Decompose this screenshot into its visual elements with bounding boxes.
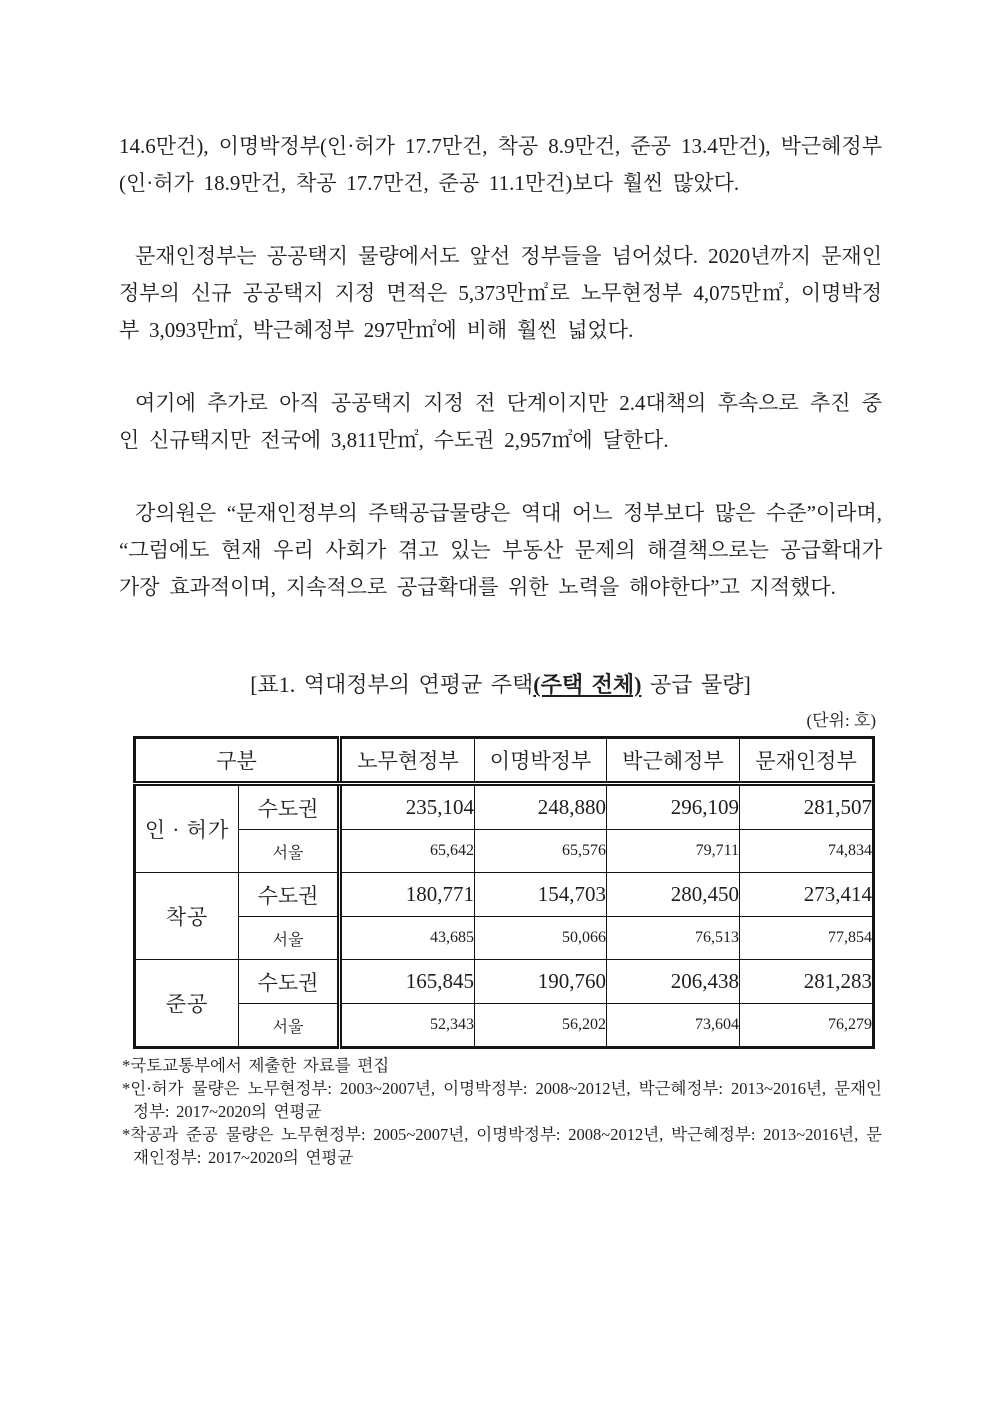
table-row-complete-seoul xyxy=(135,1004,874,1048)
paragraph-new-land: 여기에 추가로 아직 공공택지 지정 전 단계이지만 2.4대책의 후속으로 추진 중인 신규택지만 전국에 3,811만㎡, 수도권 2,957㎡에 달한다. xyxy=(119,391,882,452)
cell-value: 65,576 xyxy=(475,830,607,873)
cell-value: 50,066 xyxy=(475,917,607,960)
cell-value: 73,604 xyxy=(607,1004,740,1048)
cell-value: 206,438 xyxy=(607,960,740,1004)
region-label: 수도권 xyxy=(239,784,340,830)
cell-value: 43,685 xyxy=(340,917,475,960)
table-row-permit-seoul xyxy=(135,830,874,873)
table-title xyxy=(119,670,882,700)
cell-value: 281,283 xyxy=(740,960,874,1004)
table-row-complete-capital xyxy=(135,960,874,1004)
table-title-emphasis: (주택 전체) xyxy=(533,672,642,697)
row-group-label-permit: 인 · 허가 xyxy=(135,784,239,873)
region-label: 수도권 xyxy=(239,960,340,1004)
footnote-start-complete-years: *착공과 준공 물량은 노무현정부: 2005~2007년, 이명박정부: 2008~2012년, 박근혜정부: 2013~2016년, 문재인정부: 2017~2020의 연평균 xyxy=(122,1125,882,1167)
footnote-source: *국토교통부에서 제출한 자료를 편집 xyxy=(122,1056,390,1075)
region-label: 서울 xyxy=(239,1004,340,1048)
header-gubun: 구분 xyxy=(135,738,340,784)
cell-value: 248,880 xyxy=(475,784,607,830)
cell-value: 74,834 xyxy=(740,830,874,873)
cell-value: 52,343 xyxy=(340,1004,475,1048)
cell-value: 65,642 xyxy=(340,830,475,873)
region-label: 서울 xyxy=(239,917,340,960)
cell-value: 76,513 xyxy=(607,917,740,960)
header-park-government: 박근혜정부 xyxy=(607,738,740,784)
cell-value: 235,104 xyxy=(340,784,475,830)
paragraph-public-land: 문재인정부는 공공택지 물량에서도 앞선 정부들을 넘어섰다. 2020년까지 문재인정부의 신규 공공택지 지정 면적은 5,373만㎡로 노무현정부 4,075만㎡, 이명박정부 3,093만㎡, 박근혜정부 297만㎡에 비해 훨씬 넓었다. xyxy=(119,244,882,342)
footnote-permit-years: *인·허가 물량은 노무현정부: 2003~2007년, 이명박정부: 2008~2012년, 박근혜정부: 2013~2016년, 문재인정부: 2017~2020의 연평균 xyxy=(122,1079,882,1121)
region-label: 수도권 xyxy=(239,873,340,917)
region-label: 서울 xyxy=(239,830,340,873)
row-group-label-complete: 준공 xyxy=(135,960,239,1048)
header-roh-government: 노무현정부 xyxy=(340,738,475,784)
cell-value: 154,703 xyxy=(475,873,607,917)
cell-value: 56,202 xyxy=(475,1004,607,1048)
table-row-start-seoul xyxy=(135,917,874,960)
table-title-suffix: 공급 물량] xyxy=(641,672,751,697)
cell-value: 273,414 xyxy=(740,873,874,917)
cell-value: 76,279 xyxy=(740,1004,874,1048)
table-row-start-capital xyxy=(135,873,874,917)
document-content xyxy=(119,128,882,1169)
table-footnotes xyxy=(122,1054,882,1169)
cell-value: 280,450 xyxy=(607,873,740,917)
header-moon-government: 문재인정부 xyxy=(740,738,874,784)
table-header-row xyxy=(135,738,874,784)
header-lee-government: 이명박정부 xyxy=(475,738,607,784)
cell-value: 79,711 xyxy=(607,830,740,873)
table-title-prefix: [표1. 역대정부의 연평균 주택 xyxy=(250,672,534,697)
cell-value: 77,854 xyxy=(740,917,874,960)
cell-value: 296,109 xyxy=(607,784,740,830)
cell-value: 190,760 xyxy=(475,960,607,1004)
cell-value: 281,507 xyxy=(740,784,874,830)
table-unit-label: (단위: 호) xyxy=(806,711,876,730)
cell-value: 180,771 xyxy=(340,873,475,917)
cell-value: 165,845 xyxy=(340,960,475,1004)
housing-supply-table xyxy=(133,736,875,1049)
paragraph-continued: 14.6만건), 이명박정부(인·허가 17.7만건, 착공 8.9만건, 준공 13.4만건), 박근혜정부(인·허가 18.9만건, 착공 17.7만건, 준공 11.1만건)보다 훨씬 많았다. xyxy=(119,134,882,195)
row-group-label-start: 착공 xyxy=(135,873,239,960)
paragraph-quote: 강의원은 “문재인정부의 주택공급물량은 역대 어느 정부보다 많은 수준”이라며, “그럼에도 현재 우리 사회가 겪고 있는 부동산 문제의 해결책으로는 공급확대가 가장 효과적이며, 지속적으로 공급확대를 위한 노력을 해야한다”고 지적했다. xyxy=(119,501,882,599)
table-row-permit-capital xyxy=(135,784,874,830)
